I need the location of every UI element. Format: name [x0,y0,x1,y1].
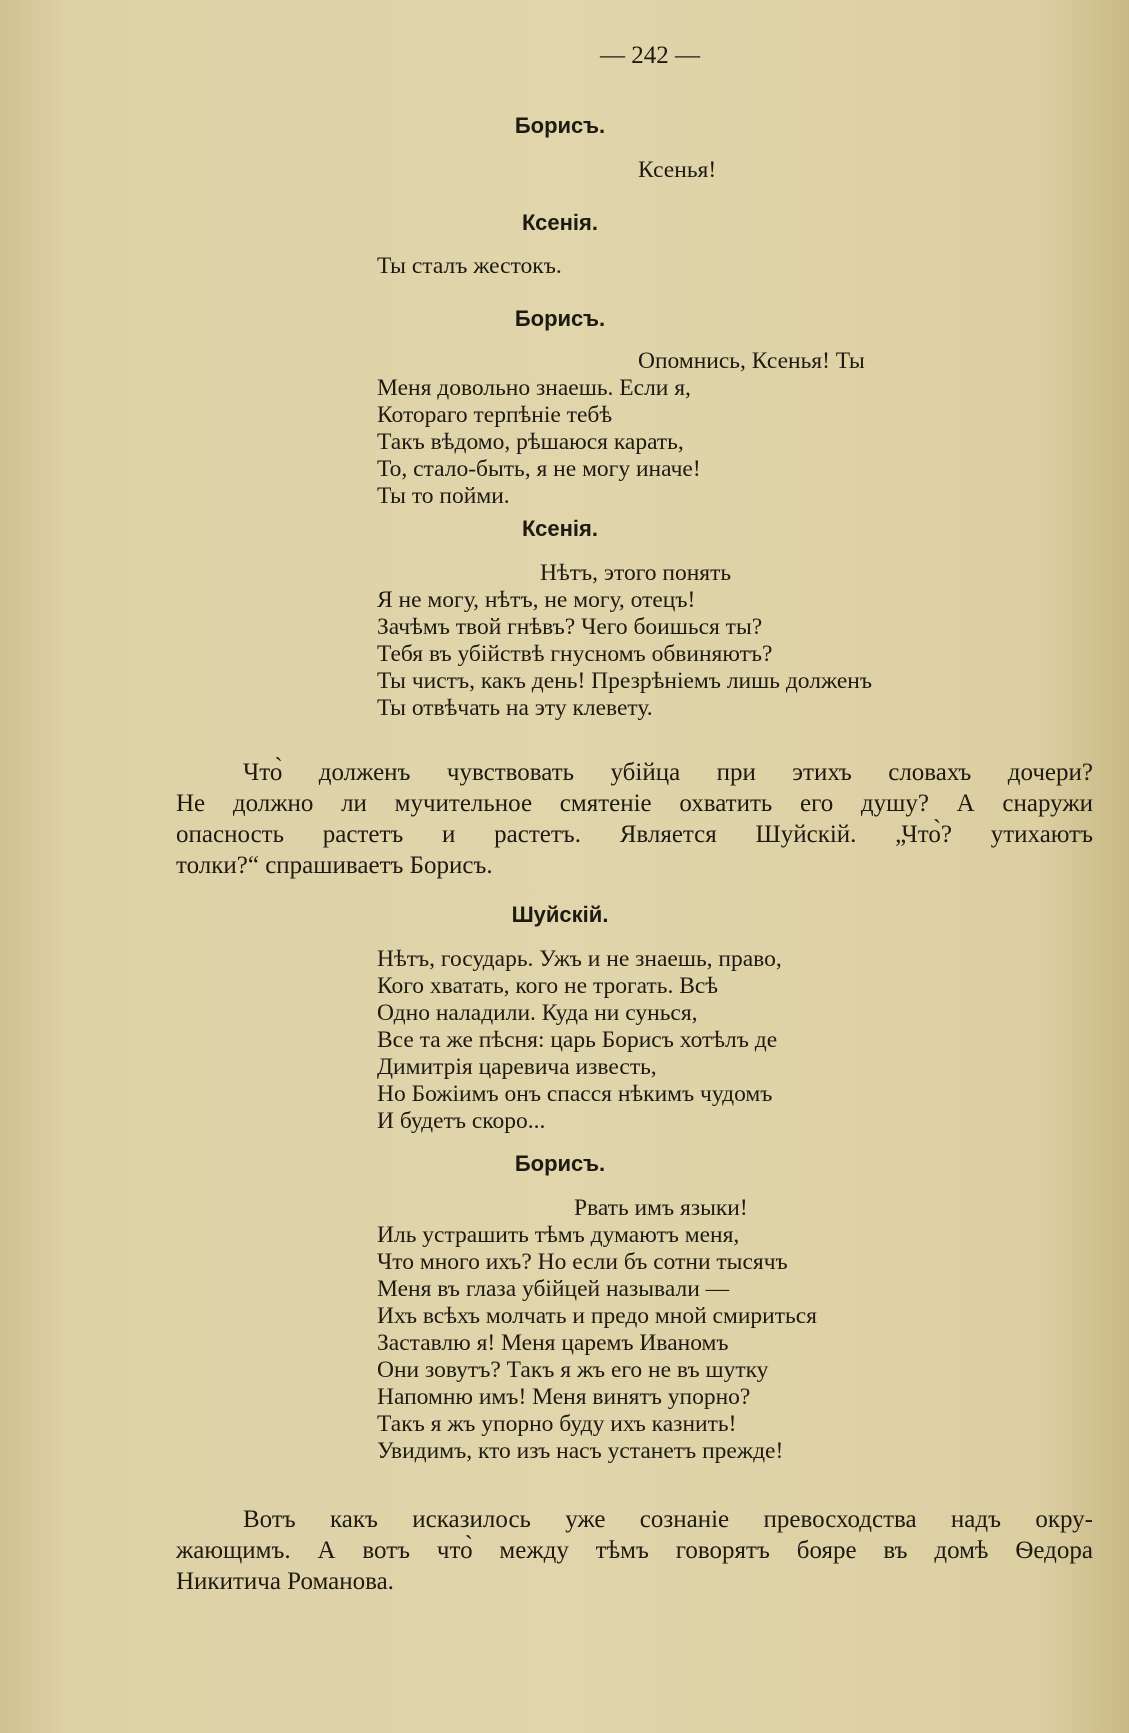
prose-line: Никитича Романова. [176,1568,394,1595]
verse-line: Ксенья! [638,157,717,183]
verse-line: Увидимъ, кто изъ насъ устанетъ прежде! [377,1438,784,1464]
prose-paragraph [176,757,1093,881]
verse-line: Меня въ глаза убійцей называли — [377,1276,730,1302]
verse-line: Я не могу, нѣтъ, не могу, отецъ! [377,587,696,613]
prose-line: Что̀ долженъ чувствовать убійца при этихъ словахъ дочери? [243,759,1093,786]
prose-line: толки?“ спрашиваетъ Борисъ. [176,852,493,879]
verse-line: То, стало-быть, я не могу иначе! [377,456,701,482]
verse-line: Ты то пойми. [377,483,510,509]
verse-line: Иль устрашить тѣмъ думаютъ меня, [377,1222,740,1248]
verse-line: И будетъ скоро... [377,1108,546,1134]
prose-line: Не должно ли мучительное смятеніе охватить его душу? А снаружи [176,790,1093,817]
verse-line: Ты чистъ, какъ день! Презрѣніемъ лишь долженъ [377,668,873,694]
verse-line: Что много ихъ? Но если бъ сотни тысячъ [377,1249,788,1275]
verse-line: Зачѣмъ твой гнѣвъ? Чего боишься ты? [377,614,763,640]
verse-line: Опомнись, Ксенья! Ты [638,348,865,374]
prose-line: Вотъ какъ исказилось уже сознаніе превосходства надъ окру- [243,1506,1093,1533]
verse-line: Котораго терпѣніе тебѣ [377,402,613,428]
verse-line: Они зовутъ? Такъ я жъ его не въ шутку [377,1357,769,1383]
verse-line: Но Божіимъ онъ спасся нѣкимъ чудомъ [377,1081,773,1107]
page-number: — 242 — [600,42,700,69]
verse-line: Все та же пѣсня: царь Борисъ хотѣлъ де [377,1027,778,1053]
verse-line: Одно наладили. Куда ни сунься, [377,1000,698,1026]
verse-line: Заставлю я! Меня царемъ Иваномъ [377,1330,729,1356]
speaker-heading: Борисъ. [514,306,606,331]
verse-line: Тебя въ убійствѣ гнусномъ обвиняютъ? [377,641,773,667]
verse-line: Такъ вѣдомо, рѣшаюся карать, [377,429,684,455]
verse-line: Нѣтъ, государь. Ужъ и не знаешь, право, [377,946,782,972]
speaker-heading: Ксенія. [522,210,598,235]
verse-line: Такъ я жъ упорно буду ихъ казнить! [377,1411,737,1437]
verse-line: Рвать имъ языки! [574,1195,748,1221]
verse-line: Кого хватать, кого не трогать. Всѣ [377,973,719,999]
prose-line: опасность растетъ и растетъ. Является Шуйскій. „Что̀? утихаютъ [176,821,1093,848]
speaker-heading: Борисъ. [514,113,606,138]
verse-line: Напомню имъ! Меня винятъ упорно? [377,1384,751,1410]
prose-paragraph [176,1504,1093,1597]
speaker-heading: Ксенія. [522,516,598,541]
verse-line: Ты сталъ жестокъ. [377,253,562,279]
verse-line: Меня довольно знаешь. Если я, [377,375,691,401]
prose-line: жающимъ. А вотъ что̀ между тѣмъ говорятъ бояре въ домѣ Ѳедора [176,1537,1093,1564]
verse-line: Димитрія царевича известь, [377,1054,657,1080]
verse-line: Ихъ всѣхъ молчать и предо мной смириться [377,1303,817,1329]
verse-line: Нѣтъ, этого понять [540,560,732,586]
verse-line: Ты отвѣчать на эту клевету. [377,695,653,721]
speaker-heading: Шуйскій. [511,902,609,927]
speaker-heading: Борисъ. [514,1151,606,1176]
